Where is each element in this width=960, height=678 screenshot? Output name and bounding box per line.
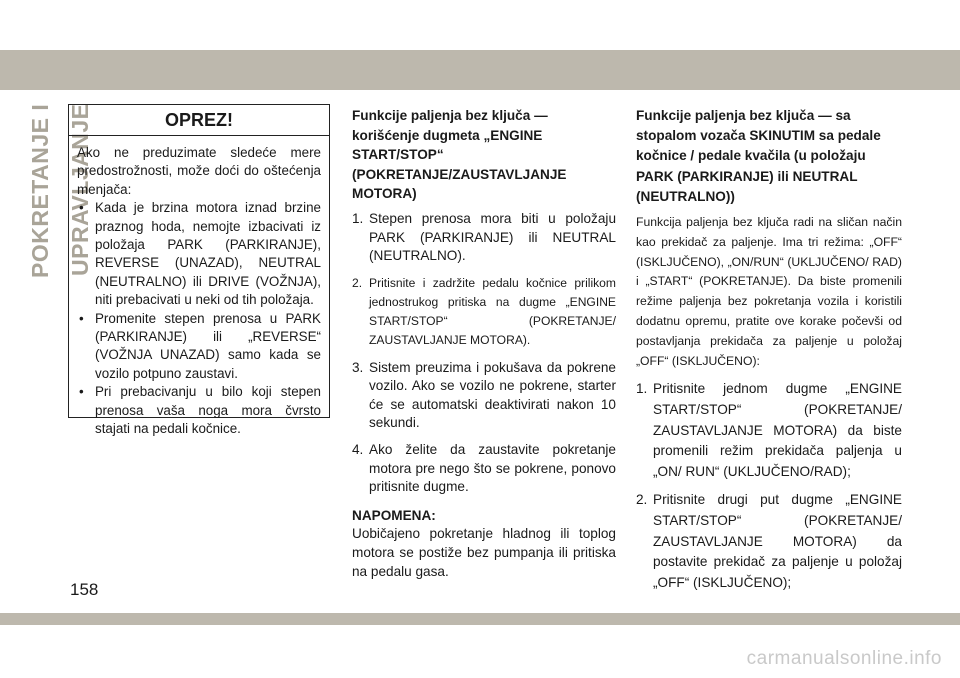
step-item bbox=[352, 441, 616, 497]
step-item bbox=[636, 379, 902, 482]
section-heading: Funkcije paljenja bez ključa — korišćenje dugmeta „ENGINE START/STOP“ (POKRETANJE/ZAUSTAVLJANJE MOTORA) bbox=[352, 108, 567, 202]
warning-title: OPREZ! bbox=[69, 105, 329, 136]
warning-bullet: • Kada je brzina motora iznad brzine praznog hoda, nemojte izbacivati iz položaja PARK (PARKIRANJE), REVERSE (UNAZAD), NEUTRAL (NEUTRALNO) ili DRIVE (VOŽNJA), niti prebacivati u neki od tih položaja. bbox=[77, 199, 321, 309]
footer-band bbox=[0, 613, 960, 625]
step-text: Pritisnite i zadržite pedalu kočnice prilikom jednostrukog pritiska na dugme „ENGINE START/STOP“ (POKRETANJE/ ZAUSTAVLJANJE MOTORA). bbox=[369, 275, 616, 348]
header-band bbox=[0, 50, 960, 90]
step-list bbox=[636, 379, 902, 593]
step-number: 4. bbox=[352, 441, 364, 457]
step-list bbox=[352, 210, 616, 497]
section-heading: Funkcije paljenja bez ključa — sa stopalom vozača SKINUTIM sa pedale kočnice / pedale kvačila (u položaju PARK (PARKIRANJE) ili NEUTRAL (NEUTRALNO)) bbox=[636, 108, 881, 204]
step-item bbox=[352, 210, 616, 266]
step-text: Pritisnite jednom dugme „ENGINE START/STOP“ (POKRETANJE/ ZAUSTAVLJANJE MOTORA) da biste promenili režim prekidača paljenja u „ON/ RUN“ (UKLJUČENO/RAD); bbox=[653, 381, 902, 479]
step-text: Ako želite da zaustavite pokretanje motora pre nego što se pokrene, ponovo pritisnite dugme. bbox=[369, 441, 616, 495]
step-item bbox=[352, 274, 616, 351]
warning-bullet-list bbox=[77, 199, 321, 438]
watermark: carmanualsonline.info bbox=[746, 648, 942, 669]
section-side-title: POKRETANJE I UPRAVLJANJE bbox=[27, 104, 93, 279]
step-text: Stepen prenosa mora biti u položaju PARK (PARKIRANJE) ili NEUTRAL (NEUTRALNO). bbox=[369, 210, 616, 264]
warning-box bbox=[68, 104, 330, 437]
note-label: NAPOMENA: bbox=[352, 507, 436, 523]
section-intro: Funkcija paljenja bez ključa radi na sličan način kao prekidač za paljenje. Ima tri režima: „OFF“ (ISKLJUČENO), „ON/RUN“ (UKLJUČENO/ RAD) i „START“ (POKRETANJE). Da biste promenili režime paljenja bez pokretanja vozila i koristili dodatnu opremu, pratite ove korake počevši od postavljanja prekidača za paljenje u položaj „OFF“ (ISKLJUČENO): bbox=[636, 215, 902, 368]
step-number: 2. bbox=[636, 492, 648, 508]
step-text: Pritisnite drugi put dugme „ENGINE START/STOP“ (POKRETANJE/ ZAUSTAVLJANJE MOTORA) da postavite prekidač za paljenje u položaj „OFF“ (ISKLJUČENO); bbox=[653, 492, 902, 590]
warning-bullet: • Pri prebacivanju u bilo koji stepen prenosa vaša noga mora čvrsto stajati na pedali kočnice. bbox=[77, 383, 321, 438]
step-item bbox=[352, 359, 616, 433]
step-text: Sistem preuzima i pokušava da pokrene vozilo. Ako se vozilo ne pokrene, starter će se automatski deaktivirati nakon 10 sekundi. bbox=[369, 359, 616, 431]
warning-body bbox=[69, 136, 329, 439]
column-keyless-start bbox=[352, 106, 616, 581]
step-number: 1. bbox=[636, 381, 648, 397]
column-keyless-modes bbox=[636, 106, 902, 601]
warning-bullet: • Promenite stepen prenosa u PARK (PARKIRANJE) ili „REVERSE“ (VOŽNJA UNAZAD) samo kada se vozilo potpuno zaustavi. bbox=[77, 310, 321, 384]
note-text: Uobičajeno pokretanje hladnog ili toplog motora se postiže bez pumpanja ili pritiska na pedalu gasa. bbox=[352, 526, 616, 579]
step-item bbox=[636, 490, 902, 593]
step-number: 2. bbox=[352, 275, 363, 290]
warning-intro: Ako ne preduzimate sledeće mere predostrožnosti, može doći do oštećenja menjača: bbox=[77, 145, 321, 197]
step-number: 3. bbox=[352, 359, 364, 375]
page-number: 158 bbox=[70, 580, 99, 599]
step-number: 1. bbox=[352, 210, 364, 226]
